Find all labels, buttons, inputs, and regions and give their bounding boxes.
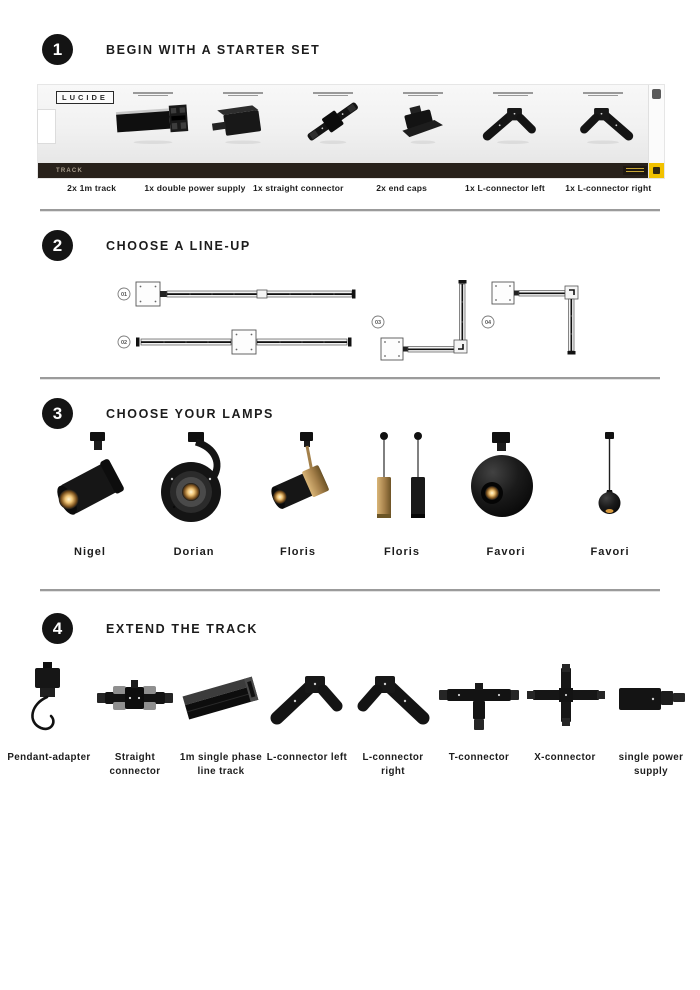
starter-item-label: 2x end caps <box>376 183 428 193</box>
box-caption-print <box>401 91 445 97</box>
straight-connector-extend-image <box>93 660 177 740</box>
step-2-number-badge: 2 <box>42 230 73 261</box>
floris-pendant-lamp-image <box>352 430 452 534</box>
extend-item-name: X-connector <box>534 752 596 763</box>
step-1-number-badge: 1 <box>42 34 73 65</box>
section-divider <box>40 589 660 592</box>
extend-single-power-supply <box>608 660 694 778</box>
lineup-2-diagram <box>118 330 352 354</box>
box-cell-l-connector-right <box>558 89 648 146</box>
extend-1m-track <box>178 660 264 778</box>
extend-item-name: L-connector left <box>266 752 348 763</box>
lamp-floris-spot <box>246 430 350 558</box>
box-cell-l-connector-left <box>468 89 558 146</box>
starter-set-box-photo <box>38 85 664 178</box>
box-caption-print <box>311 91 355 97</box>
straight-connector-image <box>288 98 378 146</box>
step-3-header <box>42 398 274 429</box>
pendant-adapter-image <box>7 660 91 740</box>
lucide-logo <box>56 91 114 104</box>
x-connector-image <box>523 660 607 740</box>
lineup-1-diagram <box>118 282 356 306</box>
box-handle-notch <box>37 109 56 144</box>
l-connector-right-image <box>558 98 648 146</box>
extend-pendant-adapter <box>6 660 92 778</box>
step-3-title: CHOOSE YOUR LAMPS <box>106 406 274 421</box>
box-face <box>38 85 649 163</box>
lamp-name: Nigel <box>74 546 106 558</box>
box-caption-print <box>131 91 175 97</box>
starter-item-label: 2x 1m track <box>67 183 117 193</box>
end-caps-image <box>378 98 468 146</box>
lamp-dorian <box>142 430 246 558</box>
box-spine <box>648 85 664 178</box>
step-2-title: CHOOSE A LINE-UP <box>106 238 251 253</box>
lamp-name: Floris <box>280 546 316 558</box>
extend-item-name: Pendant-adapter <box>7 752 91 763</box>
brand-text: LUCIDE <box>62 93 108 102</box>
box-barcode-label <box>623 166 647 175</box>
dorian-lamp-image <box>144 430 244 534</box>
single-power-supply-image <box>609 660 693 740</box>
box-cell-end-caps <box>378 89 468 146</box>
spine-thumb-icon <box>652 89 661 99</box>
box-spine-badge <box>649 163 664 178</box>
box-caption-print <box>221 91 265 97</box>
favori-spot-lamp-image <box>456 430 556 534</box>
extend-item-name: 1m single phase line track <box>179 752 263 777</box>
step-4-title: EXTEND THE TRACK <box>106 621 258 636</box>
step-3-number-badge: 3 <box>42 398 73 429</box>
box-cell-double-power-supply <box>198 89 288 146</box>
step-4-header <box>42 613 258 644</box>
spine-badge-icon <box>653 167 660 174</box>
extend-item-name: single power supply <box>618 752 684 777</box>
starter-items-captions <box>40 183 660 193</box>
nigel-lamp-image <box>40 430 140 534</box>
extend-l-connector-right <box>350 660 436 778</box>
lamp-name: Favori <box>590 546 630 558</box>
lineup-3-diagram <box>372 280 467 360</box>
extend-l-connector-left <box>264 660 350 778</box>
box-cell-track <box>108 89 198 146</box>
lamps-row <box>38 430 662 558</box>
lamp-name: Floris <box>384 546 420 558</box>
extend-t-connector <box>436 660 522 778</box>
lamp-favori-pendant <box>558 430 662 558</box>
extend-x-connector <box>522 660 608 778</box>
l-connector-left-image <box>468 98 558 146</box>
extend-item-name: L-connector right <box>362 752 424 777</box>
box-product-row <box>108 89 639 146</box>
svg-text:01: 01 <box>120 292 128 298</box>
step-4-number-badge: 4 <box>42 613 73 644</box>
extend-straight-connector <box>92 660 178 778</box>
section-divider <box>40 209 660 212</box>
starter-item-label: 1x double power supply <box>144 183 246 193</box>
starter-item-label: 1x L-connector right <box>565 183 652 193</box>
lineup-4-diagram <box>482 282 578 355</box>
box-cell-straight-connector <box>288 89 378 146</box>
box-bottom-strip <box>38 163 649 178</box>
starter-item-label: 1x straight connector <box>253 183 344 193</box>
lineup-diagrams <box>40 278 660 374</box>
favori-pendant-lamp-image <box>560 430 660 534</box>
extend-item-name: Straight connector <box>109 752 161 777</box>
l-connector-left-extend-image <box>265 660 349 740</box>
box-strip-label: TRACK <box>56 167 83 174</box>
extend-item-name: T-connector <box>448 752 510 763</box>
box-caption-print <box>491 91 535 97</box>
svg-text:02: 02 <box>120 340 128 346</box>
floris-spot-lamp-image <box>248 430 348 534</box>
section-divider <box>40 377 660 380</box>
t-connector-image <box>437 660 521 740</box>
single-phase-track-image <box>179 660 263 740</box>
step-1-header <box>42 34 320 65</box>
l-connector-right-extend-image <box>351 660 435 740</box>
lamp-favori-spot <box>454 430 558 558</box>
lamp-name: Favori <box>486 546 526 558</box>
starter-item-label: 1x L-connector left <box>465 183 545 193</box>
svg-text:04: 04 <box>484 320 492 326</box>
step-1-title: BEGIN WITH A STARTER SET <box>106 42 321 57</box>
extend-track-row <box>6 660 694 778</box>
svg-text:03: 03 <box>374 320 382 326</box>
lamp-nigel <box>38 430 142 558</box>
box-caption-print <box>581 91 625 97</box>
lamp-floris-pendant <box>350 430 454 558</box>
lamp-name: Dorian <box>173 546 215 558</box>
double-power-supply-image <box>198 98 288 146</box>
step-2-header <box>42 230 251 261</box>
track-profile-image <box>108 98 198 146</box>
